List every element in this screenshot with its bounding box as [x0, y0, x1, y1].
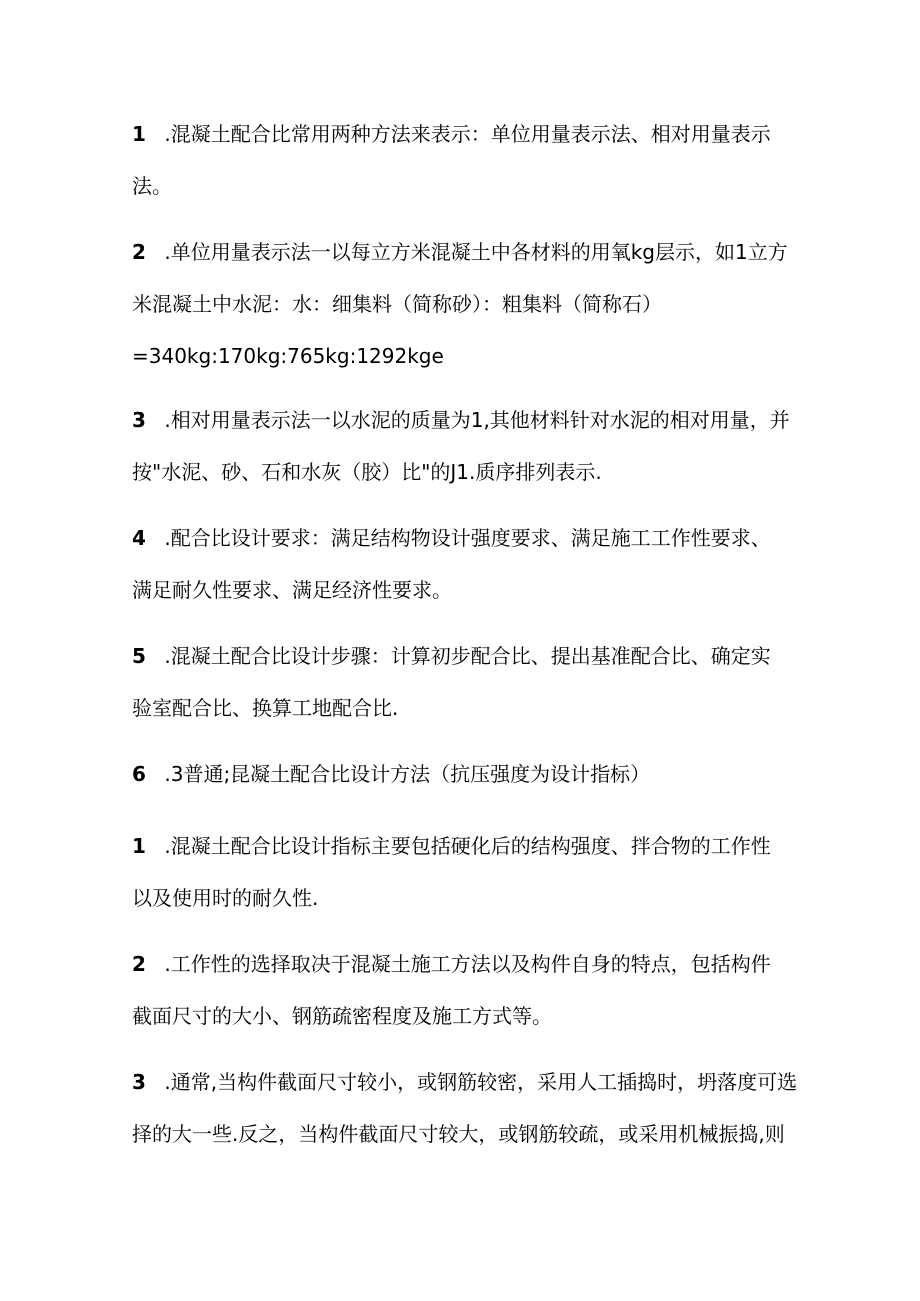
paragraph-3 [132, 394, 812, 498]
paragraph-2 [132, 226, 812, 382]
line-text: 法。 [132, 174, 172, 198]
line-text: 择的大一些.反之，当构件截面尺寸较大，或钢筋较疏，或采用机械振捣,则 [132, 1122, 785, 1146]
paragraph-8 [132, 938, 812, 1042]
paragraph-line [132, 990, 812, 1042]
paragraph-line [132, 330, 812, 382]
paragraph-number: 5 [132, 644, 146, 668]
paragraph-line [132, 820, 812, 872]
paragraph-number: 6 [132, 762, 146, 786]
paragraph-line [132, 630, 812, 682]
paragraph-line [132, 682, 812, 734]
paragraph-number: 2 [132, 240, 146, 264]
line-text: .3普通;昆凝土配合比设计方法（抗压强度为设计指标） [158, 762, 651, 786]
line-text: .混凝土配合比常用两种方法来表示：单位用量表示法、相对用量表示 [158, 122, 771, 146]
paragraph-7 [132, 820, 812, 924]
paragraph-number: 1 [132, 122, 146, 146]
line-text: 按"水泥、砂、石和水灰（胶）比"的J1.质序排列表示. [132, 460, 602, 484]
paragraph-line [132, 278, 812, 330]
paragraph-line [132, 446, 812, 498]
paragraph-number: 2 [132, 952, 146, 976]
line-text: .工作性的选择取决于混凝土施工方法以及构件自身的特点，包括构件 [158, 952, 771, 976]
paragraph-1 [132, 108, 812, 212]
line-text: .单位用量表示法一以每立方米混凝土中各材料的用氧kg层示，如1立方 [158, 240, 788, 264]
line-text: .相对用量表示法一以水泥的质量为1,其他材料针对水泥的相对用量，并 [158, 408, 790, 432]
paragraph-4 [132, 512, 812, 616]
paragraph-number: 3 [132, 1070, 146, 1094]
paragraph-line [132, 564, 812, 616]
paragraph-9 [132, 1056, 812, 1160]
paragraph-line [132, 512, 812, 564]
paragraph-number: 4 [132, 526, 146, 550]
line-text: 验室配合比、换算工地配合比. [132, 696, 399, 720]
paragraph-number: 3 [132, 408, 146, 432]
paragraph-line [132, 226, 812, 278]
paragraph-6 [132, 748, 812, 800]
paragraph-line [132, 108, 812, 160]
line-text: =340kg:170kg:765kg:1292kge [132, 344, 444, 368]
line-text: 截面尺寸的大小、钢筋疏密程度及施工方式等。 [132, 1004, 552, 1028]
paragraph-line [132, 1108, 812, 1160]
paragraph-line [132, 938, 812, 990]
line-text: 满足耐久性要求、满足经济性要求。 [132, 578, 452, 602]
paragraph-line [132, 160, 812, 212]
line-text: 以及使用时的耐久性. [132, 886, 319, 910]
line-text: .通常,当构件截面尺寸较小，或钢筋较密，采用人工插捣时，坍落度可选 [158, 1070, 798, 1094]
line-text: 米混凝土中水泥：水：细集料（简称砂）：粗集料（简称石） [132, 292, 662, 316]
line-text: .混凝土配合比设计步骤：计算初步配合比、提出基准配合比、确定实 [158, 644, 771, 668]
paragraph-line [132, 872, 812, 924]
line-text: .配合比设计要求：满足结构物设计强度要求、满足施工工作性要求、 [158, 526, 771, 550]
line-text: .混凝土配合比设计指标主要包括硬化后的结构强度、拌合物的工作性 [158, 834, 771, 858]
paragraph-line [132, 748, 812, 800]
paragraph-5 [132, 630, 812, 734]
paragraph-line [132, 394, 812, 446]
paragraph-number: 1 [132, 834, 146, 858]
paragraph-line [132, 1056, 812, 1108]
